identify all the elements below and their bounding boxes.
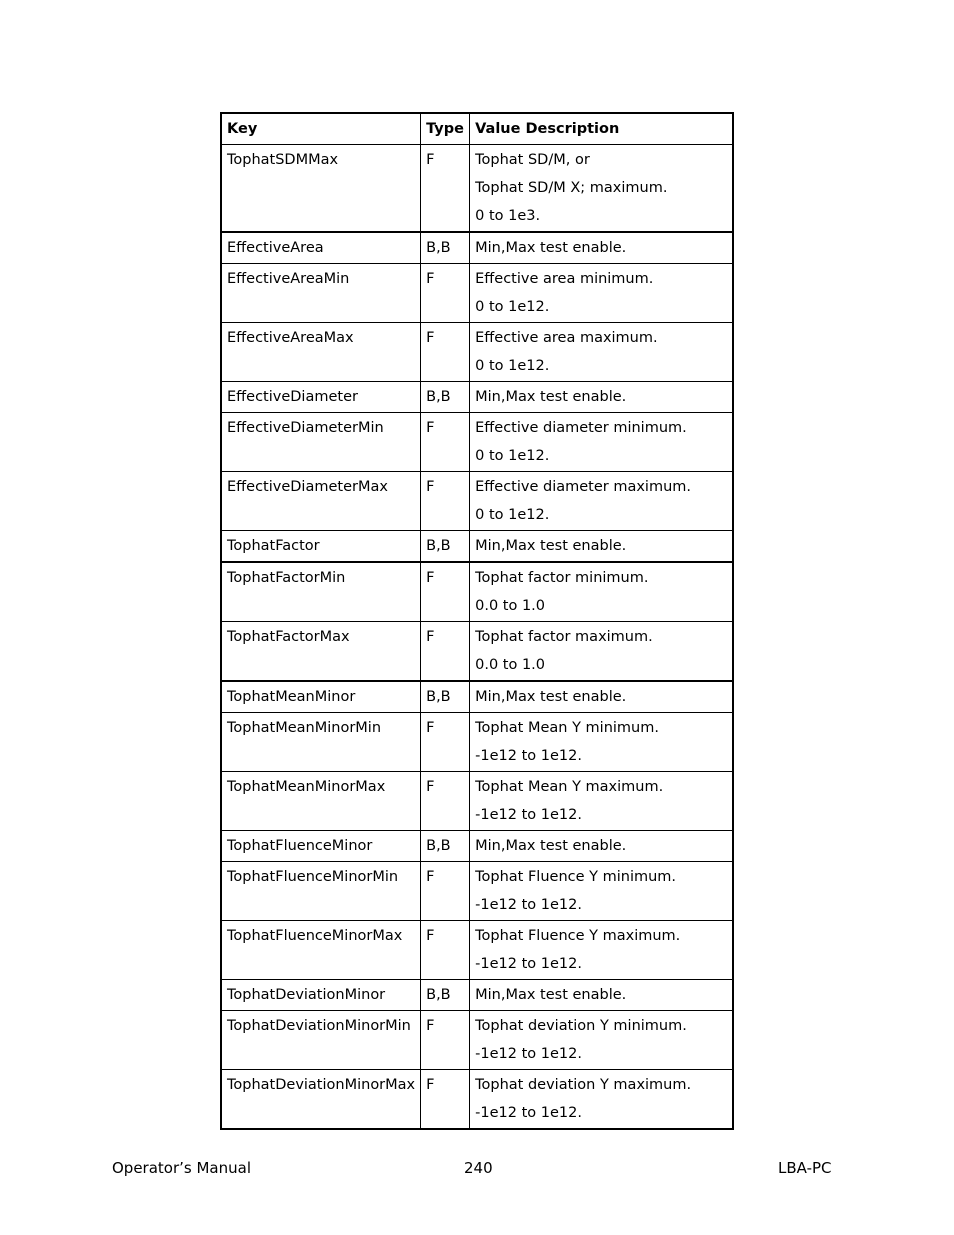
description-line: Min,Max test enable. bbox=[475, 538, 627, 554]
description-line: Tophat factor minimum. bbox=[475, 570, 649, 586]
cell-key: TophatFactor bbox=[221, 531, 421, 563]
cell-type: B,B bbox=[421, 531, 470, 563]
description-line: Tophat Mean Y minimum. bbox=[475, 720, 659, 736]
description-line: Min,Max test enable. bbox=[475, 689, 627, 705]
cell-type: F bbox=[421, 413, 470, 472]
cell-key: EffectiveDiameterMax bbox=[221, 472, 421, 531]
table-row bbox=[221, 413, 733, 472]
description-line: Min,Max test enable. bbox=[475, 389, 627, 405]
cell-value-description bbox=[470, 531, 733, 563]
description-line: Effective area maximum. bbox=[475, 330, 658, 346]
cell-type: F bbox=[421, 713, 470, 772]
parameter-table bbox=[220, 112, 734, 1130]
footer-product-name: LBA-PC bbox=[778, 1159, 832, 1177]
table-row bbox=[221, 232, 733, 264]
header-type: Type bbox=[421, 113, 470, 145]
description-line: -1e12 to 1e12. bbox=[475, 897, 582, 913]
cell-value-description bbox=[470, 681, 733, 713]
cell-value-description bbox=[470, 713, 733, 772]
cell-value-description bbox=[470, 145, 733, 233]
cell-value-description bbox=[470, 772, 733, 831]
cell-value-description bbox=[470, 831, 733, 862]
description-line: Tophat SD/M, or bbox=[475, 152, 590, 168]
cell-type: F bbox=[421, 323, 470, 382]
table-row bbox=[221, 772, 733, 831]
description-line: -1e12 to 1e12. bbox=[475, 807, 582, 823]
cell-value-description bbox=[470, 622, 733, 682]
description-line: 0 to 1e12. bbox=[475, 448, 550, 464]
cell-value-description bbox=[470, 323, 733, 382]
footer-page-number: 240 bbox=[464, 1159, 493, 1177]
table-row bbox=[221, 1011, 733, 1070]
description-line: Min,Max test enable. bbox=[475, 987, 627, 1003]
table-row bbox=[221, 862, 733, 921]
description-line: 0.0 to 1.0 bbox=[475, 657, 546, 673]
description-line: Min,Max test enable. bbox=[475, 838, 627, 854]
cell-key: TophatFluenceMinor bbox=[221, 831, 421, 862]
table-header-row bbox=[221, 113, 733, 145]
description-line: 0 to 1e12. bbox=[475, 358, 550, 374]
cell-key: TophatDeviationMinor bbox=[221, 980, 421, 1011]
description-line: Tophat SD/M X; maximum. bbox=[475, 180, 668, 196]
table-row bbox=[221, 622, 733, 682]
cell-value-description bbox=[470, 562, 733, 622]
description-line: -1e12 to 1e12. bbox=[475, 1105, 582, 1121]
description-line: 0 to 1e3. bbox=[475, 208, 541, 224]
description-line: -1e12 to 1e12. bbox=[475, 956, 582, 972]
cell-value-description bbox=[470, 980, 733, 1011]
cell-type: F bbox=[421, 772, 470, 831]
cell-key: EffectiveAreaMax bbox=[221, 323, 421, 382]
description-line: Tophat deviation Y minimum. bbox=[475, 1018, 687, 1034]
cell-key: TophatMeanMinorMin bbox=[221, 713, 421, 772]
cell-key: TophatDeviationMinorMin bbox=[221, 1011, 421, 1070]
header-value-description: Value Description bbox=[470, 113, 733, 145]
description-line: Tophat Fluence Y maximum. bbox=[475, 928, 681, 944]
cell-key: EffectiveArea bbox=[221, 232, 421, 264]
cell-type: B,B bbox=[421, 681, 470, 713]
description-line: Effective diameter minimum. bbox=[475, 420, 687, 436]
table-row bbox=[221, 831, 733, 862]
table-body bbox=[221, 145, 733, 1130]
cell-type: F bbox=[421, 921, 470, 980]
table-row bbox=[221, 145, 733, 233]
cell-type: F bbox=[421, 472, 470, 531]
table-row bbox=[221, 681, 733, 713]
cell-value-description bbox=[470, 921, 733, 980]
cell-type: F bbox=[421, 145, 470, 233]
cell-value-description bbox=[470, 382, 733, 413]
description-line: Tophat Fluence Y minimum. bbox=[475, 869, 677, 885]
table-row bbox=[221, 382, 733, 413]
cell-key: EffectiveAreaMin bbox=[221, 264, 421, 323]
description-line: Tophat Mean Y maximum. bbox=[475, 779, 664, 795]
cell-key: TophatDeviationMinorMax bbox=[221, 1070, 421, 1130]
cell-key: TophatFactorMax bbox=[221, 622, 421, 682]
table-row bbox=[221, 713, 733, 772]
table-row bbox=[221, 323, 733, 382]
description-line: Effective diameter maximum. bbox=[475, 479, 692, 495]
table-row bbox=[221, 531, 733, 563]
table-row bbox=[221, 921, 733, 980]
table-row bbox=[221, 264, 733, 323]
cell-value-description bbox=[470, 1011, 733, 1070]
description-line: 0 to 1e12. bbox=[475, 299, 550, 315]
cell-key: TophatFluenceMinorMin bbox=[221, 862, 421, 921]
cell-type: F bbox=[421, 622, 470, 682]
description-line: Tophat factor maximum. bbox=[475, 629, 653, 645]
description-line: -1e12 to 1e12. bbox=[475, 748, 582, 764]
cell-value-description bbox=[470, 413, 733, 472]
description-line: Effective area minimum. bbox=[475, 271, 654, 287]
cell-key: TophatFluenceMinorMax bbox=[221, 921, 421, 980]
cell-type: B,B bbox=[421, 382, 470, 413]
cell-type: B,B bbox=[421, 980, 470, 1011]
header-key: Key bbox=[221, 113, 421, 145]
footer-manual-title: Operator’s Manual bbox=[112, 1159, 251, 1177]
description-line: -1e12 to 1e12. bbox=[475, 1046, 582, 1062]
cell-value-description bbox=[470, 264, 733, 323]
cell-type: F bbox=[421, 1011, 470, 1070]
cell-type: B,B bbox=[421, 232, 470, 264]
table-row bbox=[221, 980, 733, 1011]
description-line: 0 to 1e12. bbox=[475, 507, 550, 523]
table-row bbox=[221, 562, 733, 622]
description-line: 0.0 to 1.0 bbox=[475, 598, 546, 614]
cell-value-description bbox=[470, 472, 733, 531]
table-row bbox=[221, 472, 733, 531]
table-row bbox=[221, 1070, 733, 1130]
cell-type: B,B bbox=[421, 831, 470, 862]
cell-key: TophatMeanMinor bbox=[221, 681, 421, 713]
cell-key: TophatFactorMin bbox=[221, 562, 421, 622]
cell-type: F bbox=[421, 862, 470, 921]
cell-key: EffectiveDiameterMin bbox=[221, 413, 421, 472]
cell-value-description bbox=[470, 232, 733, 264]
cell-value-description bbox=[470, 1070, 733, 1130]
description-line: Tophat deviation Y maximum. bbox=[475, 1077, 692, 1093]
cell-value-description bbox=[470, 862, 733, 921]
cell-key: TophatSDMMax bbox=[221, 145, 421, 233]
cell-type: F bbox=[421, 1070, 470, 1130]
description-line: Min,Max test enable. bbox=[475, 240, 627, 256]
cell-key: EffectiveDiameter bbox=[221, 382, 421, 413]
cell-type: F bbox=[421, 562, 470, 622]
cell-key: TophatMeanMinorMax bbox=[221, 772, 421, 831]
cell-type: F bbox=[421, 264, 470, 323]
